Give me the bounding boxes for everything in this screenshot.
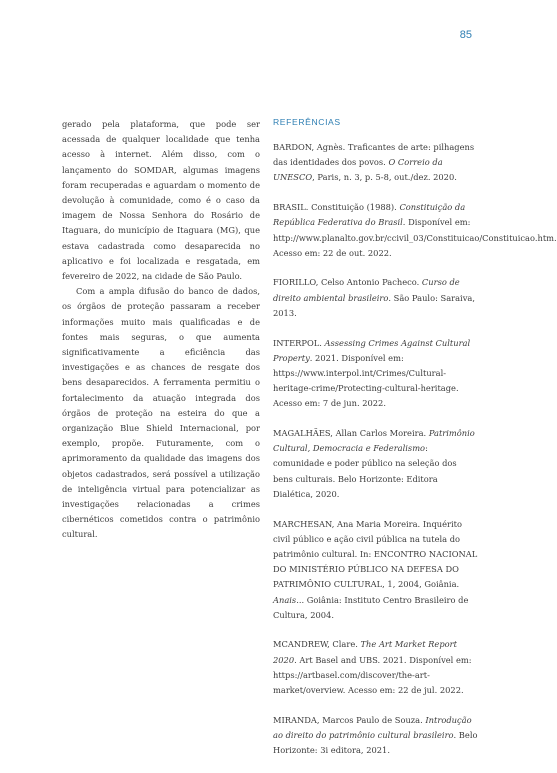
body-text-column <box>62 117 260 543</box>
reference-item: INTERPOL. Assessing Crimes Against Cultural Property. 2021. Disponível em: https://www.interpol.int/Crimes/Cultural-heritage-crime/Protecting-cultural-heritage. Acesso em: 7 de jun. 2022. <box>273 337 471 409</box>
reference-item: MIRANDA, Marcos Paulo de Souza. Introdução ao direito do patrimônio cultural brasileiro. Belo Horizonte: 3i editora, 2021. <box>273 714 478 756</box>
reference-item: FIORILLO, Celso Antonio Pacheco. Curso de direito ambiental brasileiro. São Paulo: Saraiva, 2013. <box>273 277 475 318</box>
page-number: 85 <box>459 29 472 41</box>
body-paragraph: gerado pela plataforma, que pode ser acessada de qualquer localidade que tenha acesso à internet. Além disso, com o lançamento do SOMDAR, algumas imagens foram recuperadas e aguardam o momento de devolução à comunidade, como é o caso da imagem de Nossa Senhora do Rosário de Itaguara, do município de Itaguara (MG), que estava cadastrada como desaparecida no aplicativo e foi localizada e resgatada, em fevereiro de 2022, na cidade de São Paulo. <box>62 119 260 282</box>
references-heading: REFERÊNCIAS <box>273 117 341 127</box>
reference-item: BRASIL. Constituição (1988). Constituição da República Federativa do Brasil. Disponível em: http://www.planalto.gov.br/ccivil_03/Constituicao/Constituicao.htm. Acesso em: 22 de out. 2022. <box>273 202 557 258</box>
references-column <box>273 117 557 773</box>
reference-item: MCANDREW, Clare. The Art Market Report 2020. Art Basel and UBS. 2021. Disponível em: https://artbasel.com/discover/the-art-market/overview. Acesso em: 22 de jul. 2022. <box>273 639 472 696</box>
reference-item: MAGALHÃES, Allan Carlos Moreira. Patrimônio Cultural, Democracia e Federalismo: comunidade e poder público na seleção dos bens culturais. Belo Horizonte: Editora Dialética, 2020. <box>273 428 475 499</box>
reference-item: MARCHESAN, Ana Maria Moreira. Inquérito civil público e ação civil pública na tutela do patrimônio cultural. In: ENCONTRO NACIONAL DO MINISTÉRIO PÚBLICO NA DEFESA DO PATRIMÔNIO CULTURAL, 1, 2004, Goiânia. Anais... Goiânia: Instituto Centro Brasileiro de Cultura, 2004. <box>273 518 478 620</box>
body-paragraph: Com a ampla difusão do banco de dados, os órgãos de proteção passaram a receber informações muito mais qualificadas e de fontes mais seguras, o que aumenta significativamente a eficiência das investigações e as chances de resgate dos bens desaparecidos. A ferramenta permitiu o fortalecimento da atuação integrada dos órgãos de proteção na esteira do que a organização Blue Shield Internacional, por exemplo, propõe. Futuramente, com o aprimoramento da qualidade das imagens dos objetos cadastrados, será possível a utilização de inteligência virtual para potencializar as investigações relacionadas a crimes cibernéticos cometidos contra o patrimônio cultural. <box>62 286 260 540</box>
reference-item: BARDON, Agnès. Traficantes de arte: pilhagens das identidades dos povos. O Correio da UNESCO, Paris, n. 3, p. 5-8, out./dez. 2020. <box>273 142 475 183</box>
